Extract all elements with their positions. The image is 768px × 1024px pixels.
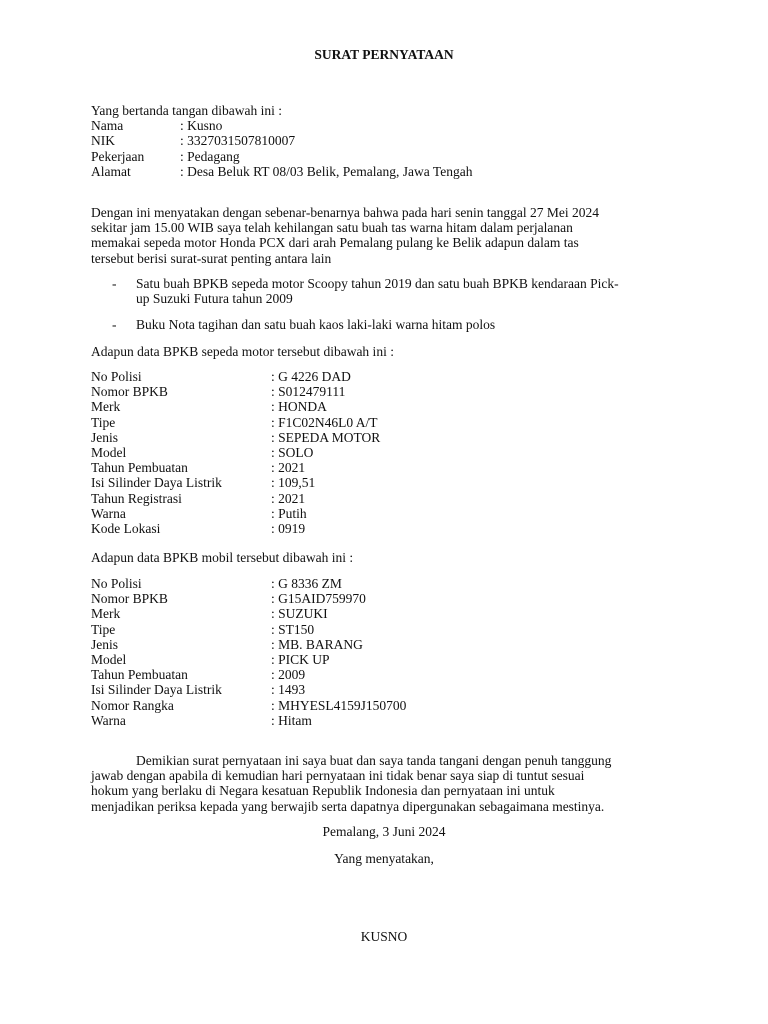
- statement-line: Dengan ini menyatakan dengan sebenar-benarnya bahwa pada hari senin tanggal 27 Mei 2024: [91, 205, 600, 220]
- field-value: : 0919: [271, 521, 306, 537]
- table-row: [91, 637, 676, 652]
- field-label: No Polisi: [91, 369, 142, 384]
- field-value: : G 8336 ZM: [271, 576, 342, 591]
- motor-heading: Adapun data BPKB sepeda motor tersebut dibawah ini :: [91, 344, 394, 359]
- field-label: Kode Lokasi: [91, 521, 161, 537]
- field-value: : F1C02N46L0 A/T: [271, 414, 378, 430]
- table-row: [91, 652, 676, 667]
- table-row: [91, 475, 676, 490]
- table-row: [91, 460, 676, 475]
- field-label: Isi Silinder Daya Listrik: [91, 682, 222, 698]
- identity-row: [91, 133, 676, 148]
- table-row: [91, 606, 676, 621]
- field-label: Nomor Rangka: [91, 697, 174, 713]
- table-row: [91, 430, 676, 445]
- table-row: [91, 415, 676, 430]
- table-row: [91, 521, 676, 536]
- table-row: [91, 622, 676, 637]
- table-row: [91, 698, 676, 713]
- bullet-line: up Suzuki Futura tahun 2009: [136, 291, 293, 307]
- identity-value: : Pedagang: [180, 148, 240, 164]
- closing-paragraph: [91, 753, 676, 814]
- table-row: [91, 369, 676, 384]
- field-value: : 2021: [271, 460, 306, 476]
- field-value: : G 4226 DAD: [271, 369, 351, 384]
- field-value: : G15AID759970: [271, 591, 366, 607]
- place-date: Pemalang, 3 Juni 2024: [322, 824, 446, 839]
- field-label: Warna: [91, 712, 126, 728]
- field-label: Tahun Pembuatan: [91, 460, 188, 476]
- field-value: : ST150: [271, 621, 315, 637]
- statement-paragraph: [91, 205, 676, 266]
- field-value: : 1493: [271, 682, 306, 698]
- table-row: [91, 576, 676, 591]
- field-label: Tahun Registrasi: [91, 490, 182, 506]
- field-value: : SUZUKI: [271, 606, 328, 622]
- identity-row: [91, 164, 676, 179]
- intro-line: Yang bertanda tangan dibawah ini :: [91, 103, 282, 118]
- field-value: : SEPEDA MOTOR: [271, 429, 381, 445]
- field-value: : Putih: [271, 505, 307, 521]
- bullet-dash: -: [112, 317, 117, 332]
- field-label: Isi Silinder Daya Listrik: [91, 475, 222, 491]
- field-value: : 109,51: [271, 475, 316, 491]
- field-value: : PICK UP: [271, 652, 330, 668]
- identity-label: Pekerjaan: [91, 148, 145, 164]
- statement-line: tersebut berisi surat-surat penting antara lain: [91, 250, 332, 266]
- table-row: [91, 682, 676, 697]
- field-label: Model: [91, 445, 127, 461]
- field-label: Merk: [91, 606, 121, 622]
- identity-label: NIK: [91, 133, 115, 149]
- field-label: Tipe: [91, 621, 116, 637]
- bullet-dash: -: [112, 276, 117, 291]
- bullet-line: Buku Nota tagihan dan satu buah kaos laki-laki warna hitam polos: [136, 317, 496, 332]
- field-value: : 2021: [271, 490, 306, 506]
- table-row: [91, 445, 676, 460]
- field-label: No Polisi: [91, 576, 142, 591]
- field-label: Nomor BPKB: [91, 591, 168, 607]
- closing-line: Demikian surat pernyataan ini saya buat dan saya tanda tangani dengan penuh tanggung: [136, 753, 612, 768]
- identity-row: [91, 118, 676, 133]
- field-label: Model: [91, 652, 127, 668]
- identity-value: : 3327031507810007: [180, 133, 296, 149]
- statement-line: sekitar jam 15.00 WIB saya telah kehilangan satu buah tas warna hitam dalam perjalanan: [91, 220, 573, 236]
- field-value: : MHYESL4159J150700: [271, 697, 407, 713]
- identity-label: Alamat: [91, 163, 131, 179]
- field-label: Warna: [91, 505, 126, 521]
- statement-line: memakai sepeda motor Honda PCX dari arah Pemalang pulang ke Belik adapun dalam tas: [91, 235, 579, 251]
- car-heading: Adapun data BPKB mobil tersebut dibawah ini :: [91, 550, 354, 565]
- closing-line: hokum yang berlaku di Negara kesatuan Republik Indonesia dan pernyataan ini untuk: [91, 783, 555, 799]
- field-label: Jenis: [91, 429, 118, 445]
- field-label: Jenis: [91, 636, 118, 652]
- identity-block: [91, 103, 676, 179]
- field-value: : Hitam: [271, 712, 312, 728]
- closing-line: jawab dengan apabila di kemudian hari pernyataan ini tidak benar saya siap di tuntut sesuai: [91, 768, 585, 784]
- field-value: : SOLO: [271, 445, 314, 461]
- motor-data-table: [91, 369, 676, 536]
- bullet-item: [91, 276, 676, 306]
- field-label: Nomor BPKB: [91, 384, 168, 400]
- table-row: [91, 713, 676, 728]
- field-label: Tipe: [91, 414, 116, 430]
- identity-label: Nama: [91, 118, 124, 134]
- identity-value: : Kusno: [180, 118, 223, 134]
- field-value: : HONDA: [271, 399, 327, 415]
- table-row: [91, 384, 676, 399]
- field-label: Merk: [91, 399, 121, 415]
- letter-title: SURAT PERNYATAAN: [314, 47, 454, 62]
- signer-caption: Yang menyatakan,: [334, 851, 434, 866]
- table-row: [91, 491, 676, 506]
- table-row: [91, 399, 676, 414]
- field-value: : MB. BARANG: [271, 636, 363, 652]
- bullet-item: [91, 317, 676, 332]
- bullet-line: Satu buah BPKB sepeda motor Scoopy tahun 2019 dan satu buah BPKB kendaraan Pick-: [136, 276, 619, 291]
- identity-value: : Desa Beluk RT 08/03 Belik, Pemalang, Jawa Tengah: [180, 163, 473, 179]
- field-label: Tahun Pembuatan: [91, 667, 188, 683]
- field-value: : S012479111: [271, 384, 346, 400]
- signer-name: KUSNO: [360, 929, 408, 944]
- field-value: : 2009: [271, 667, 306, 683]
- table-row: [91, 591, 676, 606]
- car-data-table: [91, 576, 676, 728]
- identity-row: [91, 149, 676, 164]
- table-row: [91, 506, 676, 521]
- table-row: [91, 667, 676, 682]
- closing-line: menjadikan periksa kepada yang berwajib serta dapatnya dipergunakan sebagaimana mestinya.: [91, 798, 605, 814]
